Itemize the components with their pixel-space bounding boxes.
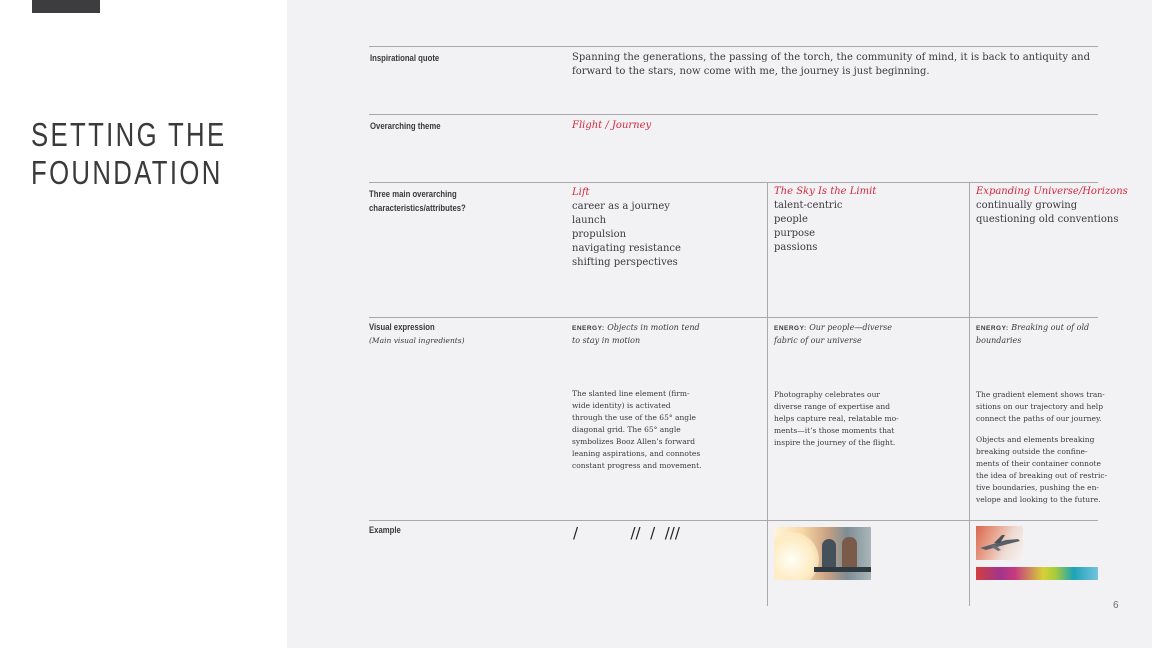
description-line: wide identity) is activated [572,401,671,410]
energy-text: fabric of our universe [774,336,862,345]
description-line: Objects and elements breaking [976,435,1095,444]
list-item: shifting perspectives [572,257,678,268]
column-title-sky: The Sky Is the Limit [774,186,877,197]
description-line: breaking outside the confine- [976,447,1088,456]
description-line: the idea of breaking out of restric- [976,471,1108,480]
jet-photo [976,526,1023,560]
row-sublabel-visual: (Main visual ingredients) [369,336,465,345]
list-item: questioning old conventions [976,214,1119,225]
description-line: inspire the journey of the flight. [774,438,896,447]
description-line: leaning aspirations, and connotes [572,449,701,458]
description-line: The gradient element shows tran- [976,390,1105,399]
description-line: ments of their container connote [976,459,1101,468]
page-title-line-1: SETTING THE [31,116,227,153]
divider-visual [369,317,1098,318]
row-label-attributes-1: Three main overarching [369,189,457,199]
description-line: through the use of the 65° angle [572,413,696,422]
row-label-quote: Inspirational quote [370,53,440,63]
energy-note-lift [572,322,762,347]
description-line: ments—it’s those moments that [774,426,895,435]
page-number: 6 [1113,600,1119,611]
description-paragraph [976,389,1107,425]
gradient-bar [976,567,1098,580]
person-figure [842,537,857,569]
list-item: launch [572,215,607,226]
list-item: navigating resistance [572,243,681,254]
energy-note-universe [976,322,1098,347]
divider-example [369,520,1098,521]
description-line: sitions on our trajectory and help [976,402,1104,411]
divider-attributes [369,182,1098,183]
light-flare [774,532,819,580]
description-line: helps capture real, relatable mo- [774,414,899,423]
logo-block [32,0,100,13]
description-line: Photography celebrates our [774,390,880,399]
attribute-list-universe [976,199,1118,227]
row-label-example: Example [369,525,401,535]
energy-note-sky [774,322,964,347]
list-item: purpose [774,228,816,239]
description-line: connect the paths of our journey. [976,414,1102,423]
divider-theme [369,114,1098,115]
description-line: velope and looking to the future. [976,495,1101,504]
team-photo [774,527,871,580]
column-separator-1 [767,182,768,606]
description-sky [774,389,899,449]
energy-text: Objects in motion tend [607,323,700,332]
column-title-universe: Expanding Universe/Horizons [976,186,1128,197]
description-universe [976,389,1107,506]
energy-keyword: ENERGY: [976,325,1009,332]
column-separator-2 [969,182,970,606]
overarching-theme: Flight / Journey [572,120,652,131]
inspirational-quote: Spanning the generations, the passing of the torch, the community of mind, it is back to antiquity and forward to the stars, now come with me, the journey is just beginning. [572,52,1091,77]
description-line: The slanted line element (firm- [572,389,690,398]
energy-text: boundaries [976,336,1022,345]
page-title-line-2: FOUNDATION [31,154,223,191]
list-item: propulsion [572,229,627,240]
list-item: continually growing [976,200,1078,211]
column-title-lift: Lift [572,187,590,198]
description-line: symbolizes Booz Allen’s forward [572,437,696,446]
attribute-list-sky [774,199,843,255]
row-label-visual: Visual expression [369,322,435,332]
energy-keyword: ENERGY: [774,325,807,332]
energy-text: Our people—diverse [809,323,892,332]
left-panel [0,0,287,648]
divider-quote [369,46,1098,47]
table-shape [814,567,871,572]
description-paragraph [976,434,1107,506]
person-figure [822,539,836,569]
list-item: talent-centric [774,200,843,211]
energy-text: to stay in motion [572,336,641,345]
slanted-line-example: / // / /// [573,524,680,542]
jet-icon [976,526,1023,560]
row-label-theme: Overarching theme [370,121,441,131]
row-label-attributes-2: characteristics/attributes? [369,203,466,213]
energy-keyword: ENERGY: [572,325,605,332]
list-item: passions [774,242,818,253]
list-item: career as a journey [572,201,670,212]
description-line: diagonal grid. The 65° angle [572,425,681,434]
page-title [31,116,226,192]
list-item: people [774,214,808,225]
description-line: diverse range of expertise and [774,402,890,411]
attribute-list-lift [572,200,681,270]
description-lift [572,388,702,472]
energy-text: Breaking out of old [1011,323,1090,332]
description-line: constant progress and movement. [572,461,702,470]
description-line: tive boundaries, pushing the en- [976,483,1099,492]
